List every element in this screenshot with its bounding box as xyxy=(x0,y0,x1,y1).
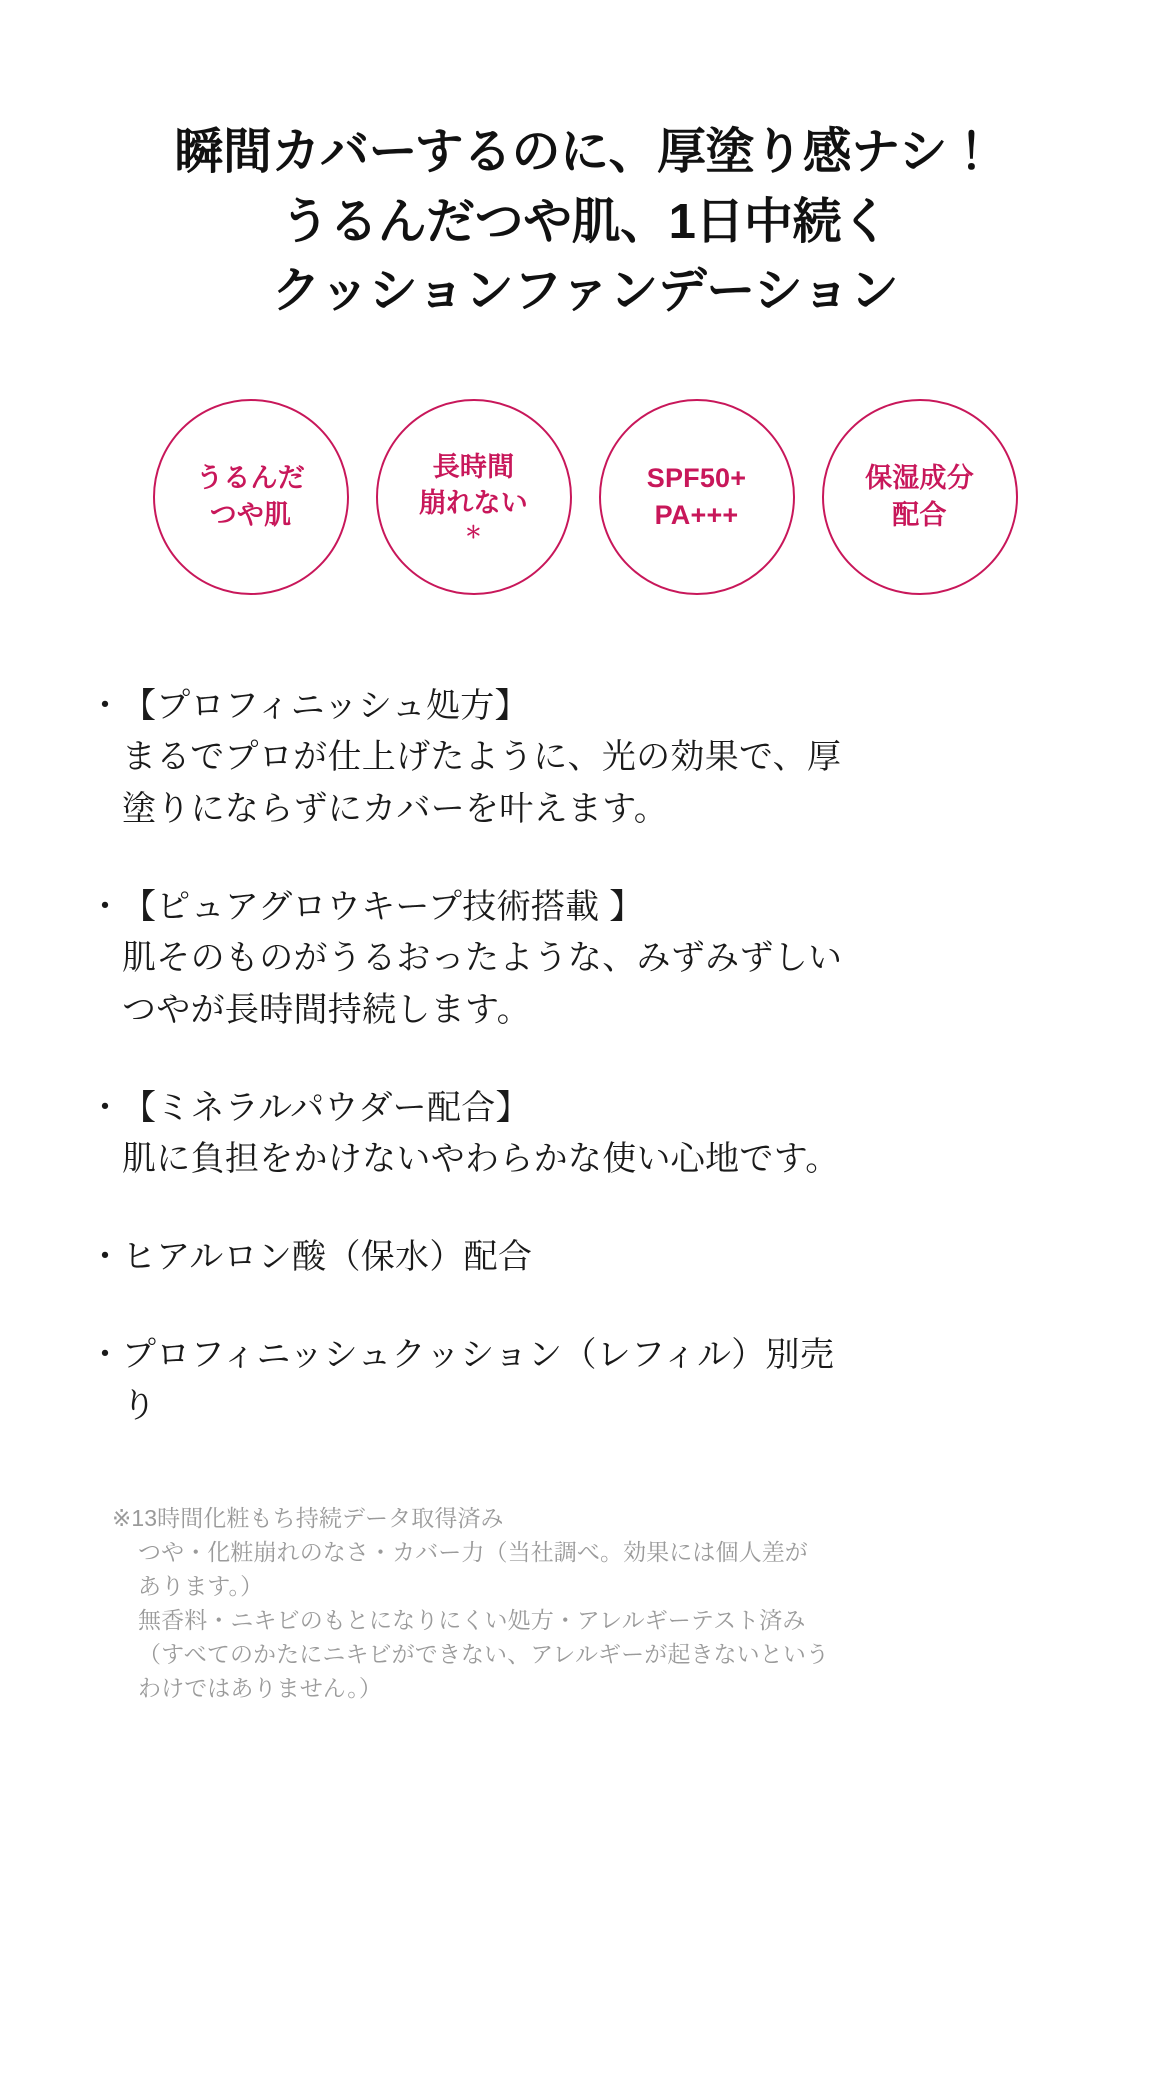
list-item xyxy=(88,1083,1098,1186)
list-item-line: 【プロフィニッシュ処方】 xyxy=(122,686,529,725)
feature-badge-longwear-line-2 xyxy=(419,485,528,544)
feature-badge-spf-line-1: SPF50+ xyxy=(646,463,747,494)
feature-badge-moisturizer-line-1: 保湿成分 xyxy=(865,463,974,494)
bullet-marker: ・ xyxy=(88,1335,122,1374)
list-item-line: 【ミネラルパウダー配合】 xyxy=(122,1088,530,1127)
list-item-text xyxy=(122,1083,1098,1186)
footnote-line: （すべてのかたにニキビができない、アレルギーが起きないという xyxy=(138,1641,830,1668)
footnote-line: つや・化粧崩れのなさ・カバー力（当社調べ。効果には個人差が xyxy=(138,1539,808,1566)
list-item xyxy=(88,1330,1098,1433)
bullet-marker: ・ xyxy=(88,887,122,926)
footnote-line: あります。） xyxy=(138,1573,264,1600)
feature-badge-hydration-line-1: うるんだ xyxy=(196,463,305,494)
list-item-line: 【ピュアグロウキープ技術搭載 】 xyxy=(122,887,644,926)
feature-badge-hydration-line-2: つや肌 xyxy=(209,499,292,530)
feature-badge-longwear-text: 崩れない xyxy=(419,488,528,519)
feature-badge-moisturizer-line-2: 配合 xyxy=(892,499,947,530)
list-item xyxy=(88,1232,1098,1284)
bullet-marker: ・ xyxy=(88,686,122,725)
footnote-line: ※13時間化粧もち持続データ取得済み xyxy=(112,1505,504,1532)
page-title-line-3: クッションファンデーション xyxy=(271,264,899,319)
bullet-marker: ・ xyxy=(88,1088,122,1127)
list-item xyxy=(88,681,1098,836)
footnote-marker-asterisk: ＊ xyxy=(464,522,483,542)
list-item-text xyxy=(122,1330,1098,1433)
footnote-line: わけではありません。） xyxy=(138,1675,382,1702)
feature-badge-spf xyxy=(599,399,795,595)
list-item-line: 肌に負担をかけないやわらかな使い心地です。 xyxy=(122,1140,840,1179)
list-item-line: 肌そのものがうるおったような、みずみずしい xyxy=(122,939,843,978)
list-item-text xyxy=(122,882,1098,1037)
list-item-line: つやが長時間持続します。 xyxy=(122,991,531,1030)
feature-badge-hydration xyxy=(153,399,349,595)
list-item-line: ヒアルロン酸（保水）配合 xyxy=(122,1238,533,1277)
list-item-line: り xyxy=(122,1387,157,1426)
footnote-line: 無香料・ニキビのもとになりにくい処方・アレルギーテスト済み xyxy=(138,1607,806,1634)
bullet-marker: ・ xyxy=(88,1238,122,1277)
list-item-line: プロフィニッシュクッション（レフィル）別売 xyxy=(122,1335,835,1374)
list-item-text xyxy=(122,1232,1098,1284)
feature-badge-moisturizer xyxy=(822,399,1018,595)
feature-badge-spf-line-2: PA+++ xyxy=(654,499,739,530)
list-item-text xyxy=(122,681,1098,836)
feature-badge-row xyxy=(0,327,1170,595)
page-title-line-1: 瞬間カバーするのに、厚塗り感ナシ！ xyxy=(174,125,996,179)
feature-badge-longwear-line-1: 長時間 xyxy=(432,451,515,482)
page-title-line-2: うるんだつや肌、1日中続く xyxy=(280,194,890,249)
page-title xyxy=(0,0,1170,327)
footnotes xyxy=(0,1479,1170,1705)
list-item-line: 塗りにならずにカバーを叶えます。 xyxy=(122,790,669,829)
list-item-line: まるでプロが仕上げたように、光の効果で、厚 xyxy=(122,738,842,777)
feature-badge-longwear xyxy=(376,399,572,595)
list-item xyxy=(88,882,1098,1037)
feature-bullet-list xyxy=(0,595,1170,1433)
